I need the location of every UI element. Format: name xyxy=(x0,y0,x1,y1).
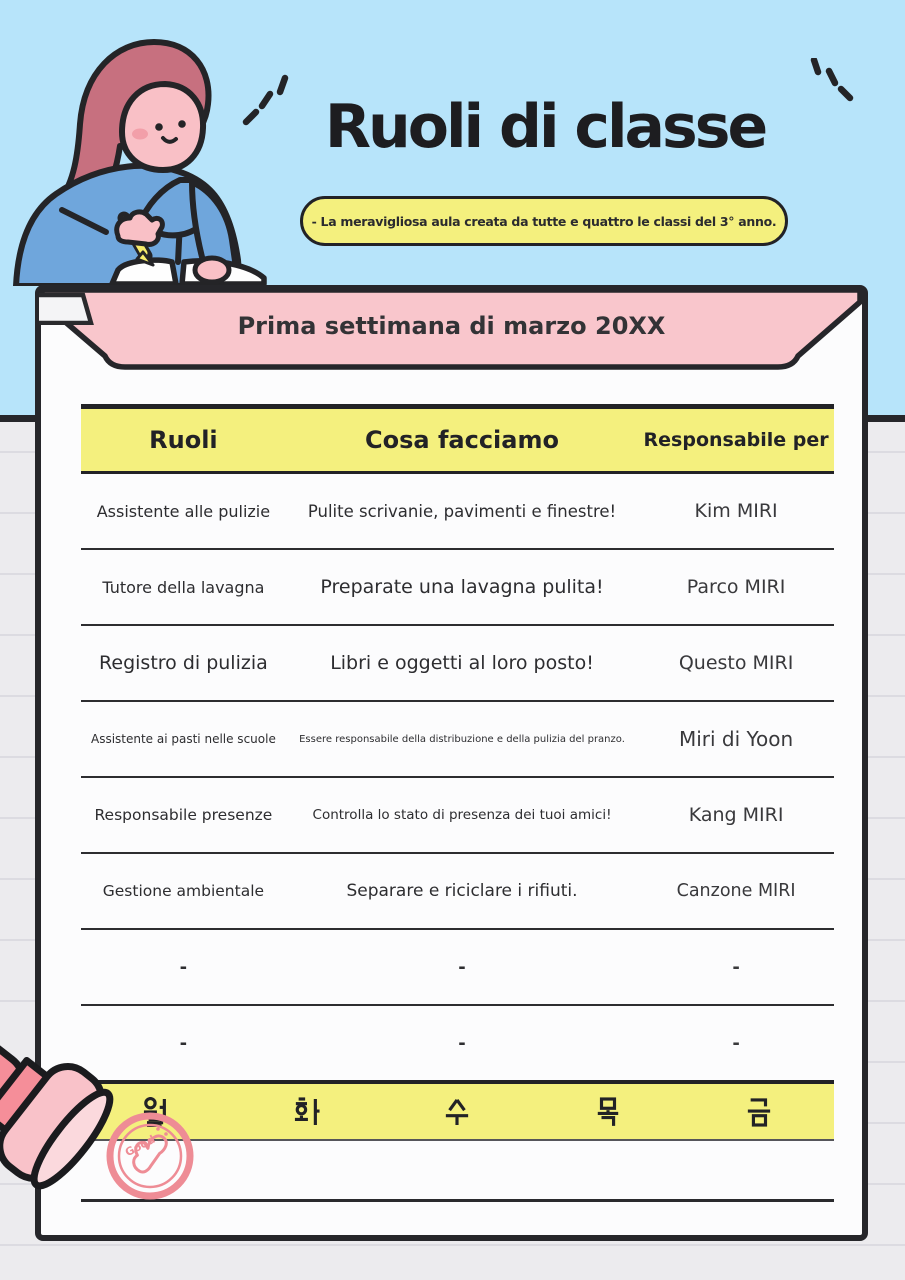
day-glyph-tuesday xyxy=(232,1097,383,1127)
table-row xyxy=(81,854,834,930)
task-cell: Preparate una lavagna pulita! xyxy=(320,576,604,598)
table-row xyxy=(81,778,834,854)
column-header-cosa-facciamo: Cosa facciamo xyxy=(365,426,559,454)
person-cell: Kang MIRI xyxy=(688,804,784,826)
person-cell: Parco MIRI xyxy=(686,576,786,598)
role-cell: - xyxy=(179,1032,188,1054)
role-cell: - xyxy=(179,956,188,978)
stamp-imprint-good xyxy=(104,1110,196,1202)
task-cell: Controlla lo stato di presenza dei tuoi amici! xyxy=(312,807,612,823)
table-row xyxy=(81,474,834,550)
table-header xyxy=(81,404,834,474)
task-cell: - xyxy=(458,956,466,978)
task-cell: Pulite scrivanie, pavimenti e finestre! xyxy=(307,501,617,521)
role-cell: Registro di pulizia xyxy=(99,652,268,674)
role-cell: Responsabile presenze xyxy=(94,806,273,824)
column-header-responsabile: Responsabile per xyxy=(643,429,829,451)
table-row xyxy=(81,550,834,626)
person-cell: - xyxy=(732,956,740,978)
role-cell: Assistente alle pulizie xyxy=(96,501,271,521)
task-cell: Libri e oggetti al loro posto! xyxy=(330,652,594,674)
role-cell: Gestione ambientale xyxy=(102,882,265,900)
week-banner-title: Prima settimana di marzo 20XX xyxy=(237,312,666,340)
task-cell: - xyxy=(458,1032,466,1054)
table-row xyxy=(81,626,834,702)
person-cell: Questo MIRI xyxy=(678,652,794,674)
role-cell: Tutore della lavagna xyxy=(102,577,265,597)
day-glyph-wednesday xyxy=(382,1097,533,1127)
page-title: Ruoli di classe xyxy=(324,92,766,162)
table-row xyxy=(81,702,834,778)
stamp-text: Good xyxy=(122,1132,158,1160)
column-header-ruoli: Ruoli xyxy=(149,426,218,454)
person-cell: - xyxy=(732,1032,740,1054)
person-cell: Miri di Yoon xyxy=(678,727,794,751)
person-cell: Canzone MIRI xyxy=(676,881,796,901)
subtitle-badge: - La meravigliosa aula creata da tutte e quattro le classi del 3° anno. xyxy=(300,196,788,246)
person-cell: Kim MIRI xyxy=(694,500,778,522)
day-glyph-friday xyxy=(683,1097,834,1127)
desk-paper xyxy=(39,291,101,325)
task-cell: Separare e riciclare i rifiuti. xyxy=(346,881,578,901)
task-cell: Essere responsabile della distribuzione e della pulizia del pranzo. xyxy=(299,733,625,745)
role-cell: Assistente ai pasti nelle scuole xyxy=(90,732,276,746)
day-glyph-thursday xyxy=(533,1097,684,1127)
